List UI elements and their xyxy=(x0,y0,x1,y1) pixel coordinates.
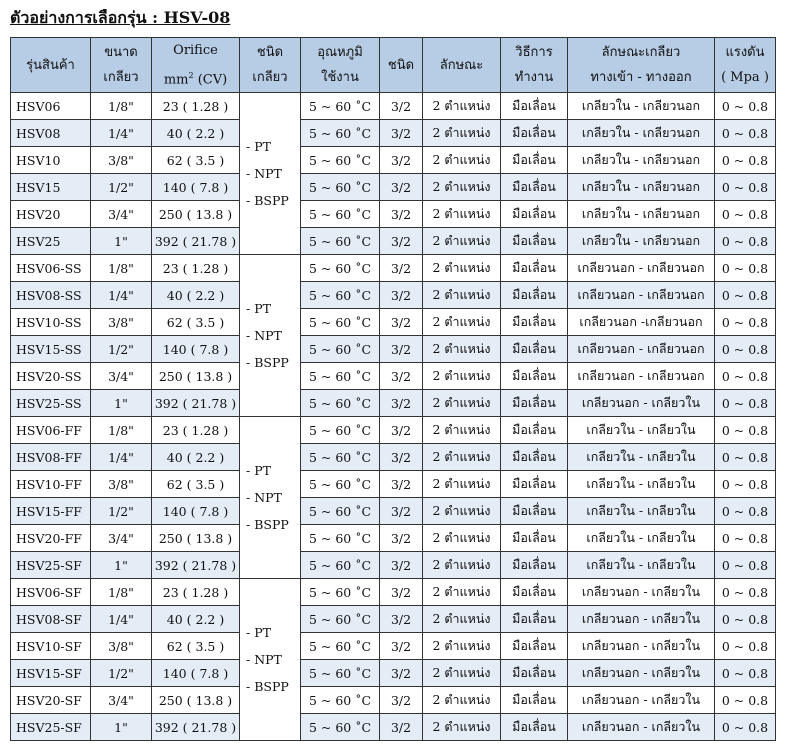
cell-type: 3/2 xyxy=(380,525,423,552)
cell-character: 2 ตำแหน่ง xyxy=(423,471,501,498)
table-row xyxy=(11,390,776,417)
cell-method: มือเลื่อน xyxy=(501,120,568,147)
cell-temp: 5 ~ 60 ˚C xyxy=(301,309,380,336)
table-row xyxy=(11,174,776,201)
cell-model: HSV15-FF xyxy=(11,498,91,525)
cell-pressure: 0 ~ 0.8 xyxy=(715,282,776,309)
thread-type-item: - NPT xyxy=(246,652,282,668)
cell-character: 2 ตำแหน่ง xyxy=(423,93,501,120)
cell-type: 3/2 xyxy=(380,228,423,255)
cell-temp: 5 ~ 60 ˚C xyxy=(301,93,380,120)
cell-method: มือเลื่อน xyxy=(501,471,568,498)
table-row xyxy=(11,714,776,741)
table-row xyxy=(11,147,776,174)
cell-port: เกลียวใน - เกลียวนอก xyxy=(568,93,715,120)
cell-orifice: 392 ( 21.78 ) xyxy=(152,552,240,579)
cell-orifice: 23 ( 1.28 ) xyxy=(152,255,240,282)
cell-temp: 5 ~ 60 ˚C xyxy=(301,444,380,471)
cell-character: 2 ตำแหน่ง xyxy=(423,498,501,525)
table-row xyxy=(11,552,776,579)
cell-method: มือเลื่อน xyxy=(501,255,568,282)
thread-type-cell xyxy=(240,579,301,741)
cell-size: 1/2" xyxy=(91,174,152,201)
cell-pressure: 0 ~ 0.8 xyxy=(715,93,776,120)
cell-orifice: 62 ( 3.5 ) xyxy=(152,147,240,174)
cell-type: 3/2 xyxy=(380,255,423,282)
thread-type-item: - NPT xyxy=(246,490,282,506)
cell-character: 2 ตำแหน่ง xyxy=(423,633,501,660)
cell-model: HSV15-SS xyxy=(11,336,91,363)
cell-temp: 5 ~ 60 ˚C xyxy=(301,633,380,660)
cell-orifice: 392 ( 21.78 ) xyxy=(152,228,240,255)
cell-size: 1" xyxy=(91,714,152,741)
thread-type-item: - PT xyxy=(246,301,271,317)
cell-port: เกลียวนอก -เกลียวนอก xyxy=(568,309,715,336)
cell-model: HSV15 xyxy=(11,174,91,201)
cell-temp: 5 ~ 60 ˚C xyxy=(301,336,380,363)
cell-orifice: 140 ( 7.8 ) xyxy=(152,660,240,687)
header-orifice: Orifice $mm^2$ (CV) xyxy=(152,38,240,93)
cell-method: มือเลื่อน xyxy=(501,606,568,633)
cell-size: 1/8" xyxy=(91,93,152,120)
table-row xyxy=(11,255,776,282)
cell-temp: 5 ~ 60 ˚C xyxy=(301,552,380,579)
cell-method: มือเลื่อน xyxy=(501,714,568,741)
cell-method: มือเลื่อน xyxy=(501,633,568,660)
cell-size: 1/8" xyxy=(91,255,152,282)
header-model: รุ่นสินค้า xyxy=(11,38,91,93)
thread-type-cell xyxy=(240,417,301,579)
cell-pressure: 0 ~ 0.8 xyxy=(715,687,776,714)
cell-pressure: 0 ~ 0.8 xyxy=(715,201,776,228)
cell-method: มือเลื่อน xyxy=(501,390,568,417)
cell-pressure: 0 ~ 0.8 xyxy=(715,471,776,498)
table-row xyxy=(11,687,776,714)
cell-orifice: 250 ( 13.8 ) xyxy=(152,687,240,714)
cell-pressure: 0 ~ 0.8 xyxy=(715,336,776,363)
cell-orifice: 62 ( 3.5 ) xyxy=(152,471,240,498)
cell-pressure: 0 ~ 0.8 xyxy=(715,606,776,633)
table-row xyxy=(11,309,776,336)
cell-size: 1/4" xyxy=(91,282,152,309)
table-row xyxy=(11,633,776,660)
cell-size: 1/4" xyxy=(91,120,152,147)
cell-port: เกลียวใน - เกลียวนอก xyxy=(568,120,715,147)
cell-port: เกลียวนอก - เกลียวนอก xyxy=(568,282,715,309)
cell-orifice: 140 ( 7.8 ) xyxy=(152,336,240,363)
cell-model: HSV20-SF xyxy=(11,687,91,714)
cell-orifice: 23 ( 1.28 ) xyxy=(152,93,240,120)
cell-port: เกลียวนอก - เกลียวใน xyxy=(568,579,715,606)
cell-port: เกลียวนอก - เกลียวใน xyxy=(568,390,715,417)
cell-size: 3/4" xyxy=(91,525,152,552)
cell-model: HSV08 xyxy=(11,120,91,147)
cell-method: มือเลื่อน xyxy=(501,336,568,363)
cell-pressure: 0 ~ 0.8 xyxy=(715,255,776,282)
cell-method: มือเลื่อน xyxy=(501,579,568,606)
cell-character: 2 ตำแหน่ง xyxy=(423,552,501,579)
thread-type-item: - PT xyxy=(246,139,271,155)
cell-pressure: 0 ~ 0.8 xyxy=(715,579,776,606)
cell-size: 1/4" xyxy=(91,444,152,471)
cell-temp: 5 ~ 60 ˚C xyxy=(301,228,380,255)
cell-temp: 5 ~ 60 ˚C xyxy=(301,363,380,390)
cell-temp: 5 ~ 60 ˚C xyxy=(301,579,380,606)
header-port: ลักษณะเกลียว ทางเข้า - ทางออก xyxy=(568,38,715,93)
cell-port: เกลียวนอก - เกลียวใน xyxy=(568,687,715,714)
table-row xyxy=(11,282,776,309)
spec-table xyxy=(10,37,776,741)
cell-model: HSV10 xyxy=(11,147,91,174)
header-type: ชนิด xyxy=(380,38,423,93)
cell-port: เกลียวใน - เกลียวนอก xyxy=(568,147,715,174)
table-row xyxy=(11,228,776,255)
cell-type: 3/2 xyxy=(380,201,423,228)
cell-orifice: 23 ( 1.28 ) xyxy=(152,579,240,606)
table-header xyxy=(11,38,776,93)
thread-type-item: - BSPP xyxy=(246,193,289,209)
cell-character: 2 ตำแหน่ง xyxy=(423,201,501,228)
cell-size: 1/4" xyxy=(91,606,152,633)
cell-model: HSV25-SS xyxy=(11,390,91,417)
cell-size: 1/2" xyxy=(91,498,152,525)
table-row xyxy=(11,417,776,444)
cell-orifice: 40 ( 2.2 ) xyxy=(152,444,240,471)
table-row xyxy=(11,444,776,471)
header-thread-type: ชนิด เกลียว xyxy=(240,38,301,93)
cell-method: มือเลื่อน xyxy=(501,525,568,552)
cell-pressure: 0 ~ 0.8 xyxy=(715,174,776,201)
cell-pressure: 0 ~ 0.8 xyxy=(715,552,776,579)
cell-size: 1/8" xyxy=(91,579,152,606)
cell-size: 3/4" xyxy=(91,687,152,714)
cell-character: 2 ตำแหน่ง xyxy=(423,444,501,471)
cell-port: เกลียวใน - เกลียวใน xyxy=(568,552,715,579)
cell-character: 2 ตำแหน่ง xyxy=(423,363,501,390)
cell-port: เกลียวนอก - เกลียวนอก xyxy=(568,363,715,390)
cell-pressure: 0 ~ 0.8 xyxy=(715,228,776,255)
cell-type: 3/2 xyxy=(380,633,423,660)
cell-method: มือเลื่อน xyxy=(501,174,568,201)
cell-port: เกลียวใน - เกลียวใน xyxy=(568,444,715,471)
cell-orifice: 250 ( 13.8 ) xyxy=(152,525,240,552)
cell-type: 3/2 xyxy=(380,579,423,606)
table-row xyxy=(11,201,776,228)
cell-orifice: 392 ( 21.78 ) xyxy=(152,714,240,741)
cell-port: เกลียวนอก - เกลียวใน xyxy=(568,714,715,741)
cell-orifice: 40 ( 2.2 ) xyxy=(152,282,240,309)
cell-pressure: 0 ~ 0.8 xyxy=(715,525,776,552)
table-row xyxy=(11,660,776,687)
cell-type: 3/2 xyxy=(380,687,423,714)
cell-temp: 5 ~ 60 ˚C xyxy=(301,255,380,282)
cell-method: มือเลื่อน xyxy=(501,93,568,120)
page-title: ตัวอย่างการเลือกรุ่น : HSV-08 xyxy=(10,8,231,27)
cell-temp: 5 ~ 60 ˚C xyxy=(301,147,380,174)
cell-type: 3/2 xyxy=(380,471,423,498)
cell-temp: 5 ~ 60 ˚C xyxy=(301,120,380,147)
cell-size: 1" xyxy=(91,228,152,255)
cell-model: HSV08-SS xyxy=(11,282,91,309)
cell-temp: 5 ~ 60 ˚C xyxy=(301,498,380,525)
cell-temp: 5 ~ 60 ˚C xyxy=(301,714,380,741)
cell-type: 3/2 xyxy=(380,147,423,174)
cell-type: 3/2 xyxy=(380,336,423,363)
cell-size: 1/8" xyxy=(91,417,152,444)
cell-pressure: 0 ~ 0.8 xyxy=(715,390,776,417)
table-row xyxy=(11,93,776,120)
cell-character: 2 ตำแหน่ง xyxy=(423,525,501,552)
cell-character: 2 ตำแหน่ง xyxy=(423,417,501,444)
cell-model: HSV20-SS xyxy=(11,363,91,390)
cell-model: HSV25-SF xyxy=(11,714,91,741)
cell-method: มือเลื่อน xyxy=(501,363,568,390)
thread-type-item: - PT xyxy=(246,463,271,479)
cell-type: 3/2 xyxy=(380,660,423,687)
cell-model: HSV08-SF xyxy=(11,606,91,633)
cell-orifice: 392 ( 21.78 ) xyxy=(152,390,240,417)
cell-type: 3/2 xyxy=(380,390,423,417)
cell-type: 3/2 xyxy=(380,606,423,633)
cell-orifice: 40 ( 2.2 ) xyxy=(152,606,240,633)
cell-orifice: 62 ( 3.5 ) xyxy=(152,633,240,660)
cell-character: 2 ตำแหน่ง xyxy=(423,309,501,336)
table-row xyxy=(11,606,776,633)
cell-character: 2 ตำแหน่ง xyxy=(423,579,501,606)
cell-method: มือเลื่อน xyxy=(501,417,568,444)
cell-model: HSV25 xyxy=(11,228,91,255)
table-row xyxy=(11,336,776,363)
table-body xyxy=(11,93,776,741)
thread-type-item: - PT xyxy=(246,625,271,641)
cell-size: 1" xyxy=(91,552,152,579)
cell-type: 3/2 xyxy=(380,363,423,390)
cell-orifice: 250 ( 13.8 ) xyxy=(152,201,240,228)
cell-model: HSV06-SF xyxy=(11,579,91,606)
cell-pressure: 0 ~ 0.8 xyxy=(715,444,776,471)
thread-type-item: - BSPP xyxy=(246,355,289,371)
cell-model: HSV10-FF xyxy=(11,471,91,498)
cell-port: เกลียวนอก - เกลียวนอก xyxy=(568,336,715,363)
cell-port: เกลียวนอก - เกลียวใน xyxy=(568,633,715,660)
cell-type: 3/2 xyxy=(380,174,423,201)
cell-type: 3/2 xyxy=(380,309,423,336)
cell-method: มือเลื่อน xyxy=(501,147,568,174)
cell-size: 1/2" xyxy=(91,336,152,363)
cell-size: 3/8" xyxy=(91,147,152,174)
thread-type-cell xyxy=(240,93,301,255)
header-character: ลักษณะ xyxy=(423,38,501,93)
cell-method: มือเลื่อน xyxy=(501,552,568,579)
cell-temp: 5 ~ 60 ˚C xyxy=(301,525,380,552)
table-row xyxy=(11,579,776,606)
cell-pressure: 0 ~ 0.8 xyxy=(715,660,776,687)
cell-character: 2 ตำแหน่ง xyxy=(423,120,501,147)
cell-orifice: 140 ( 7.8 ) xyxy=(152,174,240,201)
cell-character: 2 ตำแหน่ง xyxy=(423,390,501,417)
cell-port: เกลียวนอก - เกลียวใน xyxy=(568,660,715,687)
cell-character: 2 ตำแหน่ง xyxy=(423,255,501,282)
cell-type: 3/2 xyxy=(380,498,423,525)
cell-pressure: 0 ~ 0.8 xyxy=(715,120,776,147)
cell-port: เกลียวใน - เกลียวใน xyxy=(568,498,715,525)
cell-temp: 5 ~ 60 ˚C xyxy=(301,201,380,228)
cell-size: 3/8" xyxy=(91,309,152,336)
thread-type-item: - NPT xyxy=(246,166,282,182)
cell-model: HSV20-FF xyxy=(11,525,91,552)
cell-port: เกลียวใน - เกลียวใน xyxy=(568,471,715,498)
cell-method: มือเลื่อน xyxy=(501,201,568,228)
cell-character: 2 ตำแหน่ง xyxy=(423,687,501,714)
cell-size: 3/8" xyxy=(91,471,152,498)
cell-character: 2 ตำแหน่ง xyxy=(423,174,501,201)
cell-type: 3/2 xyxy=(380,282,423,309)
cell-character: 2 ตำแหน่ง xyxy=(423,660,501,687)
cell-temp: 5 ~ 60 ˚C xyxy=(301,174,380,201)
cell-orifice: 250 ( 13.8 ) xyxy=(152,363,240,390)
cell-method: มือเลื่อน xyxy=(501,309,568,336)
header-size: ขนาด เกลียว xyxy=(91,38,152,93)
cell-model: HSV06-FF xyxy=(11,417,91,444)
table-row xyxy=(11,363,776,390)
cell-temp: 5 ~ 60 ˚C xyxy=(301,606,380,633)
table-row xyxy=(11,471,776,498)
cell-model: HSV06 xyxy=(11,93,91,120)
cell-character: 2 ตำแหน่ง xyxy=(423,282,501,309)
cell-temp: 5 ~ 60 ˚C xyxy=(301,417,380,444)
thread-type-cell xyxy=(240,255,301,417)
cell-size: 1/2" xyxy=(91,660,152,687)
table-row xyxy=(11,525,776,552)
cell-method: มือเลื่อน xyxy=(501,660,568,687)
cell-model: HSV15-SF xyxy=(11,660,91,687)
cell-size: 3/8" xyxy=(91,633,152,660)
cell-character: 2 ตำแหน่ง xyxy=(423,228,501,255)
cell-model: HSV20 xyxy=(11,201,91,228)
cell-type: 3/2 xyxy=(380,444,423,471)
cell-size: 3/4" xyxy=(91,363,152,390)
cell-size: 1" xyxy=(91,390,152,417)
cell-type: 3/2 xyxy=(380,417,423,444)
cell-pressure: 0 ~ 0.8 xyxy=(715,363,776,390)
cell-model: HSV10-SF xyxy=(11,633,91,660)
header-method: วิธีการ ทำงาน xyxy=(501,38,568,93)
cell-port: เกลียวนอก - เกลียวใน xyxy=(568,606,715,633)
cell-character: 2 ตำแหน่ง xyxy=(423,147,501,174)
cell-port: เกลียวใน - เกลียวใน xyxy=(568,417,715,444)
cell-orifice: 62 ( 3.5 ) xyxy=(152,309,240,336)
thread-type-item: - NPT xyxy=(246,328,282,344)
cell-pressure: 0 ~ 0.8 xyxy=(715,147,776,174)
cell-model: HSV10-SS xyxy=(11,309,91,336)
cell-model: HSV06-SS xyxy=(11,255,91,282)
cell-pressure: 0 ~ 0.8 xyxy=(715,633,776,660)
cell-orifice: 140 ( 7.8 ) xyxy=(152,498,240,525)
cell-pressure: 0 ~ 0.8 xyxy=(715,714,776,741)
thread-type-item: - BSPP xyxy=(246,679,289,695)
cell-type: 3/2 xyxy=(380,93,423,120)
cell-orifice: 23 ( 1.28 ) xyxy=(152,417,240,444)
header-temperature: อุณหภูมิ ใช้งาน xyxy=(301,38,380,93)
thread-type-item: - BSPP xyxy=(246,517,289,533)
header-pressure: แรงดัน ( Mpa ) xyxy=(715,38,776,93)
cell-method: มือเลื่อน xyxy=(501,687,568,714)
cell-type: 3/2 xyxy=(380,552,423,579)
table-row xyxy=(11,498,776,525)
cell-pressure: 0 ~ 0.8 xyxy=(715,309,776,336)
cell-method: มือเลื่อน xyxy=(501,282,568,309)
table-row xyxy=(11,120,776,147)
cell-method: มือเลื่อน xyxy=(501,444,568,471)
cell-port: เกลียวใน - เกลียวนอก xyxy=(568,228,715,255)
cell-port: เกลียวใน - เกลียวนอก xyxy=(568,201,715,228)
cell-port: เกลียวนอก - เกลียวนอก xyxy=(568,255,715,282)
cell-model: HSV25-SF xyxy=(11,552,91,579)
cell-character: 2 ตำแหน่ง xyxy=(423,336,501,363)
cell-size: 3/4" xyxy=(91,201,152,228)
cell-pressure: 0 ~ 0.8 xyxy=(715,498,776,525)
cell-pressure: 0 ~ 0.8 xyxy=(715,417,776,444)
cell-method: มือเลื่อน xyxy=(501,228,568,255)
cell-port: เกลียวใน - เกลียวใน xyxy=(568,525,715,552)
cell-type: 3/2 xyxy=(380,120,423,147)
cell-character: 2 ตำแหน่ง xyxy=(423,714,501,741)
cell-model: HSV08-FF xyxy=(11,444,91,471)
cell-type: 3/2 xyxy=(380,714,423,741)
cell-temp: 5 ~ 60 ˚C xyxy=(301,687,380,714)
cell-method: มือเลื่อน xyxy=(501,498,568,525)
cell-temp: 5 ~ 60 ˚C xyxy=(301,390,380,417)
cell-orifice: 40 ( 2.2 ) xyxy=(152,120,240,147)
cell-port: เกลียวใน - เกลียวนอก xyxy=(568,174,715,201)
cell-temp: 5 ~ 60 ˚C xyxy=(301,282,380,309)
cell-temp: 5 ~ 60 ˚C xyxy=(301,660,380,687)
cell-temp: 5 ~ 60 ˚C xyxy=(301,471,380,498)
cell-character: 2 ตำแหน่ง xyxy=(423,606,501,633)
